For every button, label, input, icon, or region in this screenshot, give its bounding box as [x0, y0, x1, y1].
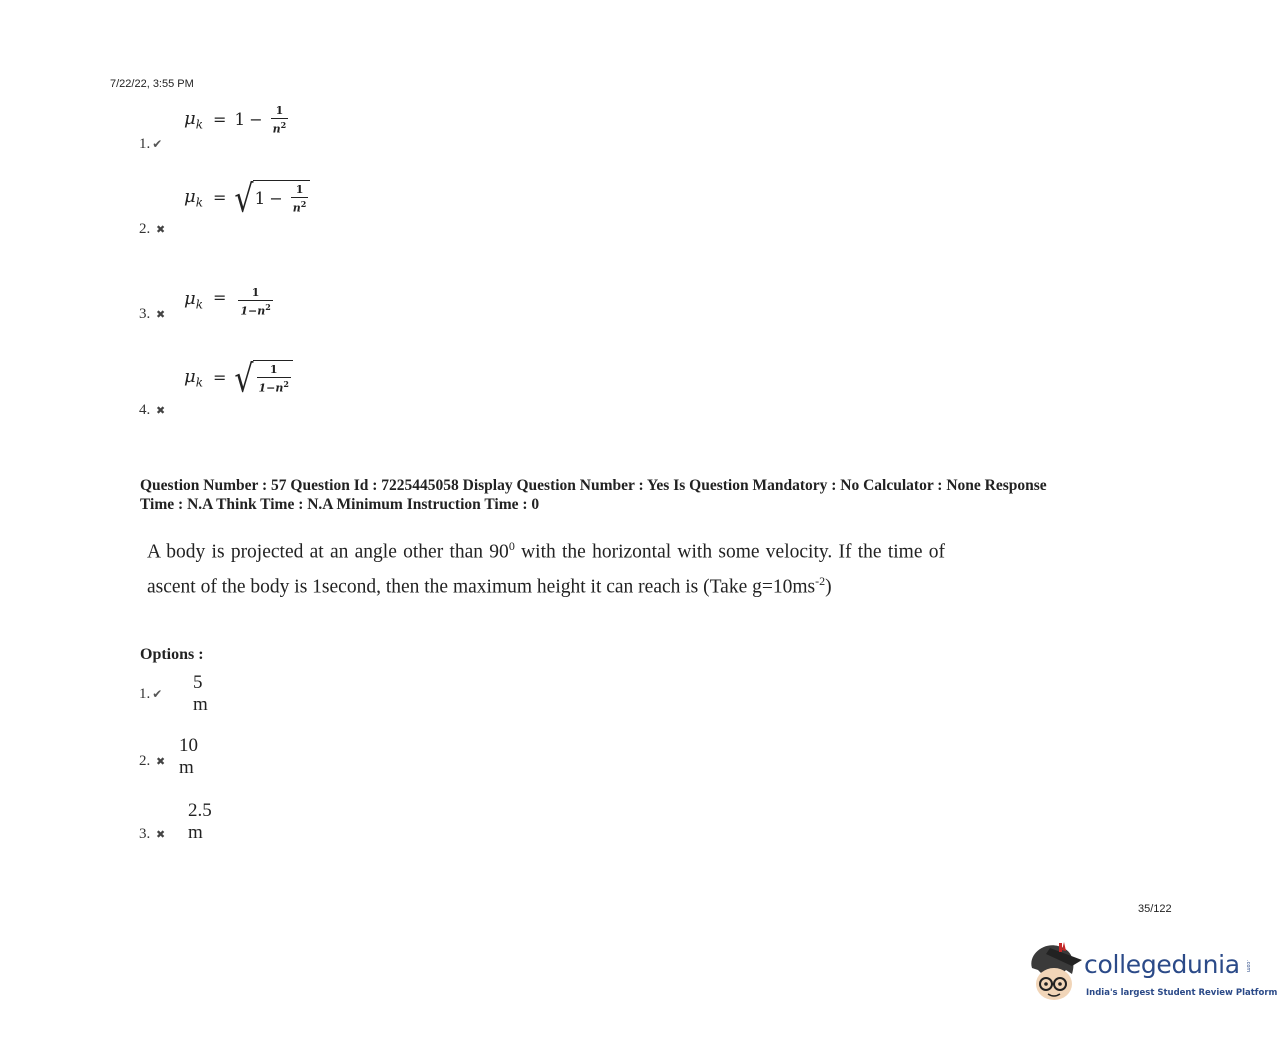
mascot-icon [1026, 940, 1086, 1010]
fraction: $\frac{1}{1-n^2}$ [258, 363, 289, 395]
page-number: 35/122 [1138, 903, 1172, 915]
cross-icon: ✖ [156, 756, 166, 768]
fraction: $\frac{1}{1-n^2}$ [240, 286, 271, 318]
option-number: 3. ✖ [139, 306, 166, 322]
formula: $\mu_k$ = $\frac{1}{1-n^2}$ [184, 286, 271, 318]
square-root: √ 1 − $\frac{1}{n^2}$ [234, 180, 310, 215]
check-icon: ✔ [152, 137, 163, 151]
cross-icon: ✖ [156, 224, 166, 236]
question-meta-line: Time : N.A Think Time : N.A Minimum Instruction Time : 0 [140, 496, 540, 513]
cross-icon: ✖ [156, 829, 166, 841]
fraction: $\frac{1}{n^2}$ [292, 183, 307, 215]
cross-icon: ✖ [156, 405, 166, 417]
mu-symbol: $\mu_k$ [184, 185, 203, 210]
option-number: 1. ✔ [139, 136, 163, 152]
fraction: $\frac{1}{n^2}$ [272, 104, 287, 136]
logo-suffix: .com [1245, 960, 1251, 973]
option-number: 1. ✔ [139, 686, 163, 702]
mu-symbol: $\mu_k$ [184, 108, 203, 132]
logo-tagline: India's largest Student Review Platform [1086, 988, 1278, 998]
square-root: √ $\frac{1}{1-n^2}$ [234, 360, 293, 395]
options-label: Options : [140, 646, 204, 663]
formula: $\mu_k$ = √ 1 − $\frac{1}{n^2}$ [184, 180, 310, 215]
mu-symbol: $\mu_k$ [184, 365, 203, 390]
option-number: 4. ✖ [139, 402, 166, 418]
cross-icon: ✖ [156, 309, 166, 321]
option-value: 2.5 m [188, 800, 212, 843]
question-text: A body is projected at an angle other than $90^0$ with the horizontal with some velocity. If the time of ascent of the body is 1second, then the maximum height it can reach is (Take $g=10ms^{-2}$) [147, 539, 945, 597]
option-value: 5 m [193, 672, 208, 715]
option-number: 2. ✖ [139, 753, 166, 769]
formula: $\mu_k$ = √ $\frac{1}{1-n^2}$ [184, 360, 293, 395]
question-meta [140, 476, 1170, 514]
formula: $\mu_k$ = 1 − $\frac{1}{n^2}$ [184, 104, 287, 136]
option-number: 2. ✖ [139, 221, 166, 237]
check-icon: ✔ [152, 687, 163, 701]
logo-wordmark: collegedunia [1084, 950, 1240, 979]
option-number: 3. ✖ [139, 826, 166, 842]
mu-symbol: $\mu_k$ [184, 288, 203, 312]
collegedunia-logo [1026, 940, 1278, 1010]
print-timestamp: 7/22/22, 3:55 PM [110, 78, 194, 90]
question-meta-line: Question Number : 57 Question Id : 7225445058 Display Question Number : Yes Is Question Mandatory : No Calculator : None Response [140, 477, 1047, 494]
option-value: 10 m [179, 735, 198, 778]
